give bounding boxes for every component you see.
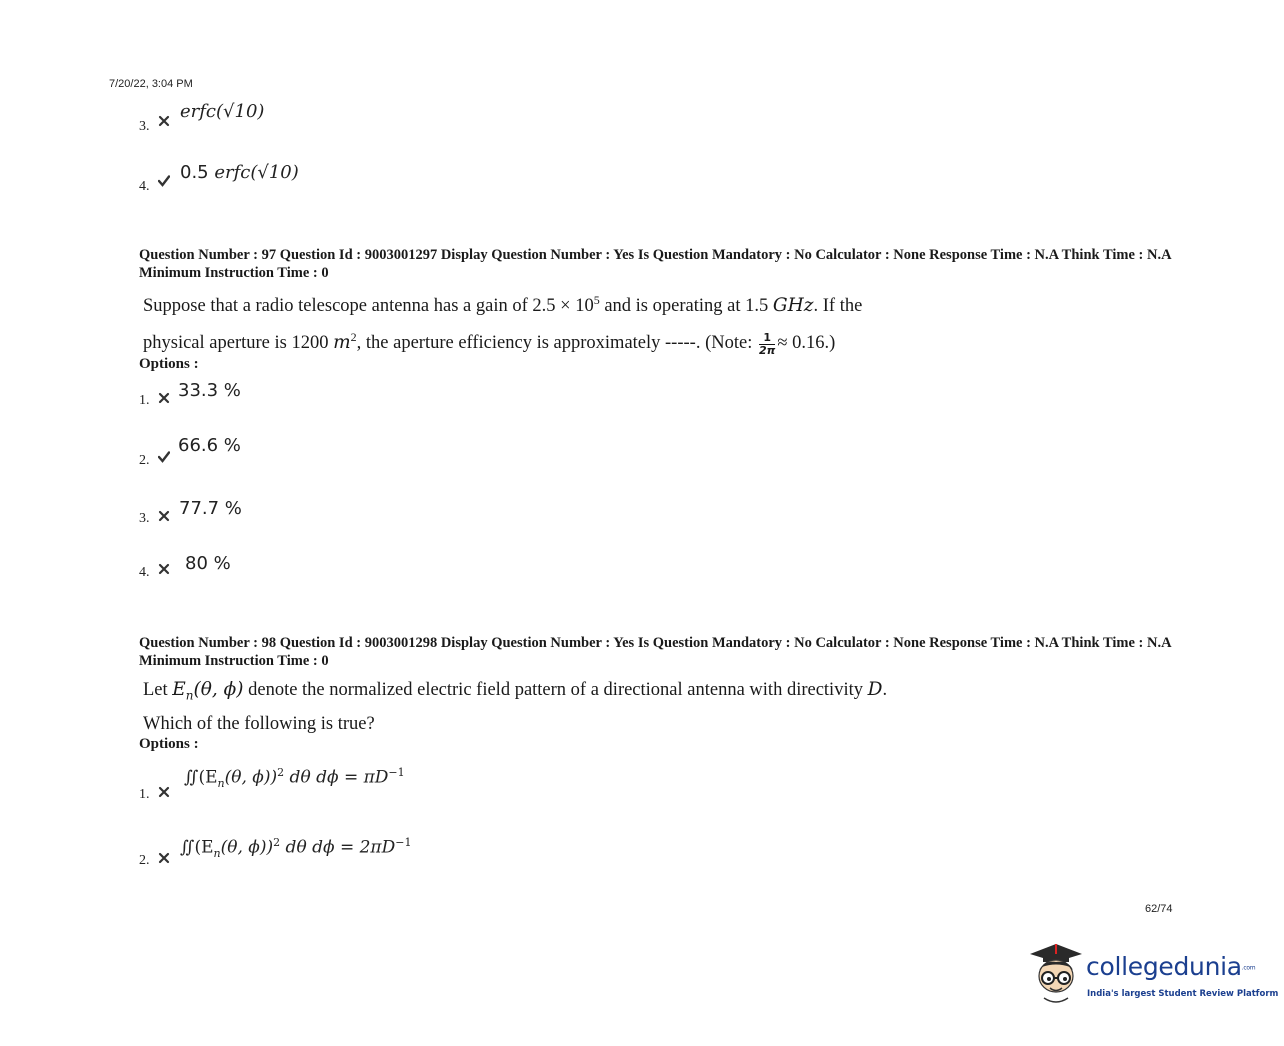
q98-body (143, 676, 1043, 738)
checkmark-icon (158, 175, 170, 187)
q97-line-2: physical aperture is 1200 $m^2$, the aperture efficiency is approximately -----. (Note: $\frac{1}{2\pi}$ ≈ 0.16.) (143, 330, 836, 357)
q98-option-2-formula: $∬(E_n(\theta$, ϕ))$^2$ dθ $d\phi = 2\pi D^{-1}$ (180, 836, 412, 861)
cross-icon (158, 510, 170, 522)
q97-options-label: Options : (139, 356, 199, 372)
prev-option-4-text: 0.5 erfc(√10) (180, 162, 299, 183)
q97-option-1-number: 1. (139, 393, 150, 408)
print-timestamp: 7/20/22, 3:04 PM (109, 78, 193, 90)
q97-meta: Question Number : 97 Question Id : 9003001297 Display Question Number : Yes Is Question Mandatory : No Calculator : None Response Time : N.A Think Time : N.A Minimum Instruction Time : 0 (139, 247, 1171, 281)
q97-option-4-number: 4. (139, 565, 150, 580)
cross-icon (158, 392, 170, 404)
q98-option-2-number: 2. (139, 853, 150, 868)
q97-body (143, 285, 1023, 359)
q97-line-1: Suppose that a radio telescope antenna has a gain of $2.5 \times 10^5$ and is operating at 1.5 GHz. If the (143, 293, 863, 317)
q98-option-1-number: 1. (139, 787, 150, 802)
q97-option-2-number: 2. (139, 453, 150, 468)
collegedunia-mascot-icon (1026, 940, 1084, 1008)
note-fraction: $\frac{1}{2\pi}$ (758, 330, 776, 357)
cross-icon (158, 115, 170, 127)
page-number: 62/74 (1145, 903, 1173, 915)
cross-icon (158, 852, 170, 864)
prev-option-3 (139, 117, 150, 135)
option-number: 3. (139, 119, 150, 134)
collegedunia-logo-text: collegedunia.com (1086, 952, 1256, 981)
prev-option-3-text: erfc(√10) (180, 101, 265, 122)
q98-line-1: Let $E_n(\theta$, ϕ) denote the normalized electric field pattern of a directional antenna with directivity D. (143, 679, 888, 703)
cross-icon (158, 786, 170, 798)
q97-option-1-text: 33.3 % (178, 380, 241, 401)
q97-option-2-text: 66.6 % (178, 435, 241, 456)
q98-options-label: Options : (139, 736, 199, 752)
q98-option-1-formula: $∬(E_n(\theta$, ϕ))$^2$ dθ $d\phi = \pi D^{-1}$ (184, 766, 405, 791)
q98-line-2: Which of the following is true? (143, 713, 375, 734)
checkmark-icon (158, 451, 170, 463)
q97-option-4-text: 80 % (185, 553, 231, 574)
cross-icon (158, 563, 170, 575)
collegedunia-tagline: India's largest Student Review Platform (1087, 989, 1279, 999)
q97-option-3-number: 3. (139, 511, 150, 526)
q97-option-3-text: 77.7 % (179, 498, 242, 519)
option-number: 4. (139, 179, 150, 194)
prev-option-4 (139, 177, 150, 195)
q98-meta: Question Number : 98 Question Id : 9003001298 Display Question Number : Yes Is Question Mandatory : No Calculator : None Response Time : N.A Think Time : N.A Minimum Instruction Time : 0 (139, 635, 1171, 669)
